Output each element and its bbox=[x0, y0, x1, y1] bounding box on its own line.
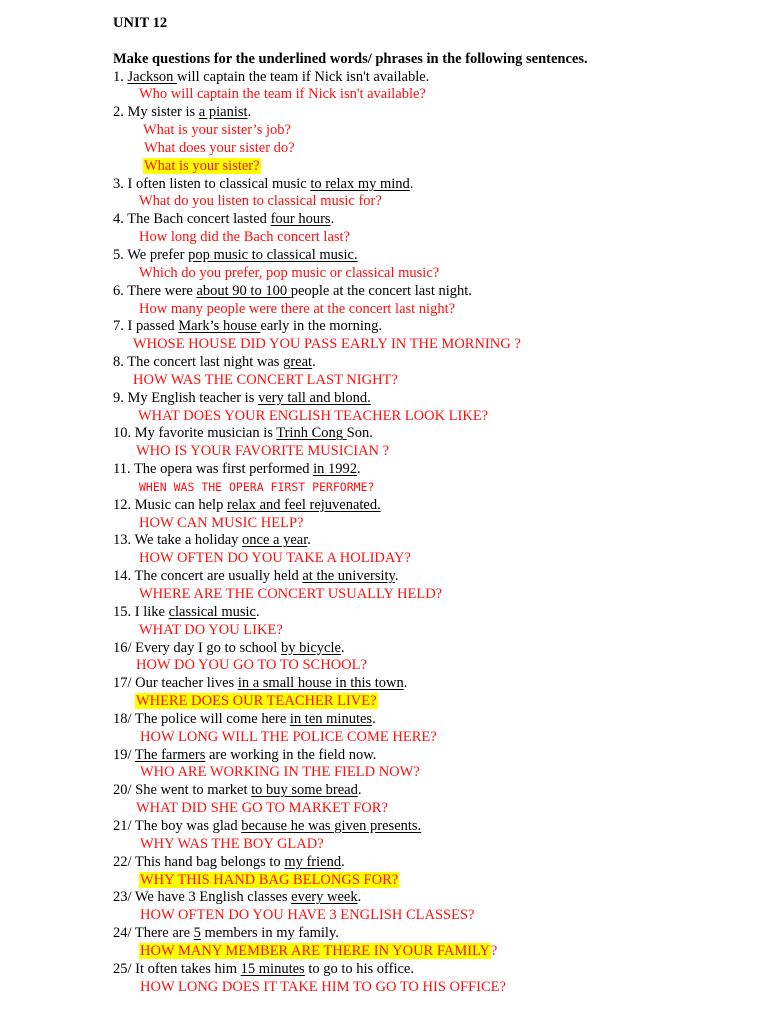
underlined-phrase: Trinh Cong bbox=[276, 425, 347, 442]
answer-question bbox=[113, 140, 753, 158]
sentence-text: members in my family. bbox=[200, 925, 339, 942]
answer-text: HOW LONG DOES IT TAKE HIM TO GO TO HIS OFFICE? bbox=[140, 978, 506, 995]
answer-question bbox=[113, 550, 753, 568]
sentence-text: 7. I passed bbox=[113, 318, 179, 335]
sentence-text: early in the morning. bbox=[260, 318, 383, 335]
answer-text: WHERE ARE THE CONCERT USUALLY HELD? bbox=[139, 586, 443, 602]
underlined-phrase: 5 bbox=[193, 925, 201, 942]
answer-question bbox=[113, 836, 753, 854]
underlined-phrase: about 90 to 100 bbox=[196, 282, 291, 299]
question-sentence bbox=[113, 283, 753, 301]
answer-question bbox=[113, 586, 753, 604]
underlined-phrase: every week bbox=[291, 889, 358, 906]
question-sentence bbox=[113, 782, 753, 800]
underlined-phrase: my friend bbox=[284, 853, 342, 870]
question-sentence bbox=[113, 425, 753, 443]
question-sentence bbox=[113, 104, 753, 122]
answer-question bbox=[113, 764, 753, 782]
question-sentence bbox=[113, 747, 753, 765]
sentence-text: 2. My sister is bbox=[113, 104, 199, 121]
sentence-text: 1. bbox=[113, 68, 128, 85]
answer-question bbox=[113, 443, 753, 461]
question-sentence bbox=[113, 675, 753, 693]
underlined-phrase: great bbox=[283, 354, 313, 371]
answer-text: What is your sister’s job? bbox=[143, 122, 291, 139]
question-sentence bbox=[113, 532, 753, 550]
answer-text: WHAT DOES YOUR ENGLISH TEACHER LOOK LIKE? bbox=[138, 407, 489, 424]
sentence-text: 10. My favorite musician is bbox=[113, 425, 277, 442]
answer-question bbox=[113, 158, 753, 176]
underlined-phrase: pop music to classical music. bbox=[188, 246, 358, 263]
answer-question bbox=[113, 229, 753, 247]
answer-tail: ? bbox=[490, 942, 498, 959]
answer-question bbox=[113, 408, 753, 426]
sentence-text: 9. My English teacher is bbox=[113, 389, 258, 406]
answer-text: What do you listen to classical music for? bbox=[139, 193, 382, 210]
highlighted-answer: HOW MANY MEMBER ARE THERE IN YOUR FAMILY bbox=[140, 942, 490, 959]
question-sentence bbox=[113, 318, 753, 336]
question-sentence bbox=[113, 390, 753, 408]
underlined-phrase: relax and feel rejuvenated. bbox=[226, 496, 381, 513]
underlined-phrase: Jackson bbox=[127, 68, 178, 85]
sentence-text: are working in the field now. bbox=[205, 746, 377, 763]
sentence-text: 13. We take a holiday bbox=[113, 532, 243, 549]
answer-question bbox=[113, 943, 753, 961]
answer-question bbox=[113, 265, 753, 283]
answer-question bbox=[113, 372, 753, 390]
sentence-text: . bbox=[255, 603, 260, 620]
underlined-phrase: Mark’s house bbox=[178, 318, 261, 335]
answer-text: WHO ARE WORKING IN THE FIELD NOW? bbox=[140, 764, 420, 781]
answer-text: HOW CAN MUSIC HELP? bbox=[139, 514, 304, 531]
sentence-text: 11. The opera was first performed bbox=[113, 461, 314, 478]
sentence-text: . bbox=[340, 639, 345, 656]
question-sentence bbox=[113, 818, 753, 836]
answer-question bbox=[113, 693, 753, 711]
sentence-text: . bbox=[330, 211, 335, 228]
answer-text: How long did the Bach concert last? bbox=[139, 229, 350, 246]
sentence-text: 25/ It often takes him bbox=[113, 960, 241, 977]
exercise-list bbox=[113, 69, 753, 997]
underlined-phrase: 15 minutes bbox=[240, 960, 305, 977]
underlined-phrase: classical music bbox=[168, 603, 256, 620]
sentence-text: 14. The concert are usually held bbox=[113, 568, 303, 585]
sentence-text: 20/ She went to market bbox=[113, 782, 252, 799]
sentence-text: 5. We prefer bbox=[113, 246, 189, 263]
sentence-text: . bbox=[312, 354, 316, 371]
answer-text: Which do you prefer, pop music or classical music? bbox=[139, 264, 440, 281]
question-sentence bbox=[113, 568, 753, 586]
document bbox=[113, 15, 753, 996]
underlined-phrase: once a year bbox=[242, 532, 308, 549]
sentence-text: people at the concert last night. bbox=[290, 282, 472, 299]
sentence-text: . bbox=[403, 675, 408, 692]
sentence-text: 12. Music can help bbox=[113, 496, 227, 513]
underlined-phrase: four hours bbox=[270, 211, 331, 228]
answer-text: How many people were there at the concert last night? bbox=[139, 300, 456, 317]
sentence-text: 23/ We have 3 English classes bbox=[113, 889, 292, 906]
answer-text: WHY WAS THE BOY GLAD? bbox=[140, 835, 324, 852]
answer-question bbox=[113, 479, 753, 497]
question-sentence bbox=[113, 889, 753, 907]
sentence-text: 21/ The boy was glad bbox=[113, 817, 242, 834]
sentence-text: . bbox=[409, 175, 414, 192]
question-sentence bbox=[113, 711, 753, 729]
answer-question bbox=[113, 657, 753, 675]
sentence-text: . bbox=[307, 532, 311, 549]
answer-text: WHAT DO YOU LIKE? bbox=[139, 621, 283, 638]
question-sentence bbox=[113, 461, 753, 479]
answer-text: HOW WAS THE CONCERT LAST NIGHT? bbox=[133, 371, 398, 388]
answer-question bbox=[113, 800, 753, 818]
underlined-phrase: The farmers bbox=[134, 746, 206, 763]
answer-text: WHO IS YOUR FAVORITE MUSICIAN ? bbox=[136, 443, 390, 460]
answer-question bbox=[113, 979, 753, 997]
sentence-text: 8. The concert last night was bbox=[113, 354, 284, 371]
answer-text: WHOSE HOUSE DID YOU PASS EARLY IN THE MORNING ? bbox=[133, 336, 521, 353]
sentence-text: 17/ Our teacher lives bbox=[113, 675, 238, 692]
sentence-text: 19/ bbox=[113, 746, 135, 763]
underlined-phrase: in 1992 bbox=[313, 461, 358, 478]
answer-text: What does your sister do? bbox=[144, 139, 295, 156]
answer-text: HOW OFTEN DO YOU TAKE A HOLIDAY? bbox=[139, 550, 411, 567]
question-sentence bbox=[113, 354, 753, 372]
answer-question bbox=[113, 193, 753, 211]
answer-question bbox=[113, 907, 753, 925]
underlined-phrase: by bicycle bbox=[280, 639, 341, 656]
sentence-text: . bbox=[372, 710, 376, 727]
question-sentence bbox=[113, 176, 753, 194]
sentence-text: . bbox=[394, 568, 399, 585]
unit-title: UNIT 12 bbox=[113, 15, 168, 31]
sentence-text: to go to his office. bbox=[304, 960, 414, 977]
highlighted-answer: WHY THIS HAND BAG BELONGS FOR? bbox=[140, 871, 399, 888]
sentence-text: 6. There were bbox=[113, 282, 197, 299]
answer-question bbox=[113, 336, 753, 354]
question-sentence bbox=[113, 854, 753, 872]
sentence-text: 15. I like bbox=[113, 603, 169, 620]
question-sentence bbox=[113, 925, 753, 943]
instruction: Make questions for the underlined words/ phrases in the following sentences. bbox=[113, 50, 588, 67]
answer-text: HOW LONG WILL THE POLICE COME HERE? bbox=[140, 728, 437, 745]
spacer bbox=[113, 33, 753, 51]
sentence-text: . bbox=[247, 104, 252, 121]
answer-question bbox=[113, 86, 753, 104]
sentence-text: . bbox=[357, 782, 362, 799]
underlined-phrase: to buy some bread bbox=[251, 782, 358, 799]
sentence-text: . bbox=[341, 853, 345, 870]
highlighted-answer: WHERE DOES OUR TEACHER LIVE? bbox=[136, 693, 377, 710]
underlined-phrase: very tall and blond. bbox=[257, 389, 371, 406]
underlined-phrase: a pianist bbox=[198, 104, 248, 121]
sentence-text: 3. I often listen to classical music bbox=[113, 175, 311, 192]
answer-question bbox=[113, 622, 753, 640]
sentence-text: 4. The Bach concert lasted bbox=[113, 211, 271, 228]
question-sentence bbox=[113, 640, 753, 658]
sentence-text: . bbox=[357, 461, 361, 478]
underlined-phrase: at the university bbox=[302, 568, 395, 585]
answer-text: Who will captain the team if Nick isn't available? bbox=[139, 86, 426, 103]
sentence-text: will captain the team if Nick isn't available. bbox=[177, 68, 430, 85]
answer-question bbox=[113, 301, 753, 319]
question-sentence bbox=[113, 604, 753, 622]
sentence-text: 24/ There are bbox=[113, 925, 194, 942]
question-sentence bbox=[113, 497, 753, 515]
underlined-phrase: in ten minutes bbox=[289, 710, 373, 727]
underlined-phrase: in a small house in this town bbox=[237, 675, 404, 692]
sentence-text: 18/ The police will come here bbox=[113, 710, 290, 727]
answer-text: HOW OFTEN DO YOU HAVE 3 ENGLISH CLASSES? bbox=[140, 907, 475, 924]
answer-text: WHEN WAS THE OPERA FIRST PERFORME? bbox=[139, 479, 375, 494]
answer-text: WHAT DID SHE GO TO MARKET FOR? bbox=[136, 800, 388, 817]
underlined-phrase: because he was given presents. bbox=[241, 817, 422, 834]
answer-question bbox=[113, 515, 753, 533]
question-sentence bbox=[113, 69, 753, 87]
answer-text: HOW DO YOU GO TO TO SCHOOL? bbox=[136, 657, 367, 674]
question-sentence bbox=[113, 211, 753, 229]
sentence-text: 22/ This hand bag belongs to bbox=[113, 853, 285, 870]
answer-question bbox=[113, 729, 753, 747]
answer-question bbox=[113, 122, 753, 140]
sentence-text: Son. bbox=[346, 425, 373, 442]
sentence-text: . bbox=[357, 889, 362, 906]
answer-question bbox=[113, 872, 753, 890]
question-sentence bbox=[113, 961, 753, 979]
underlined-phrase: to relax my mind bbox=[310, 175, 410, 192]
highlighted-answer: What is your sister? bbox=[144, 157, 260, 174]
sentence-text: 16/ Every day I go to school bbox=[113, 639, 281, 656]
question-sentence bbox=[113, 247, 753, 265]
